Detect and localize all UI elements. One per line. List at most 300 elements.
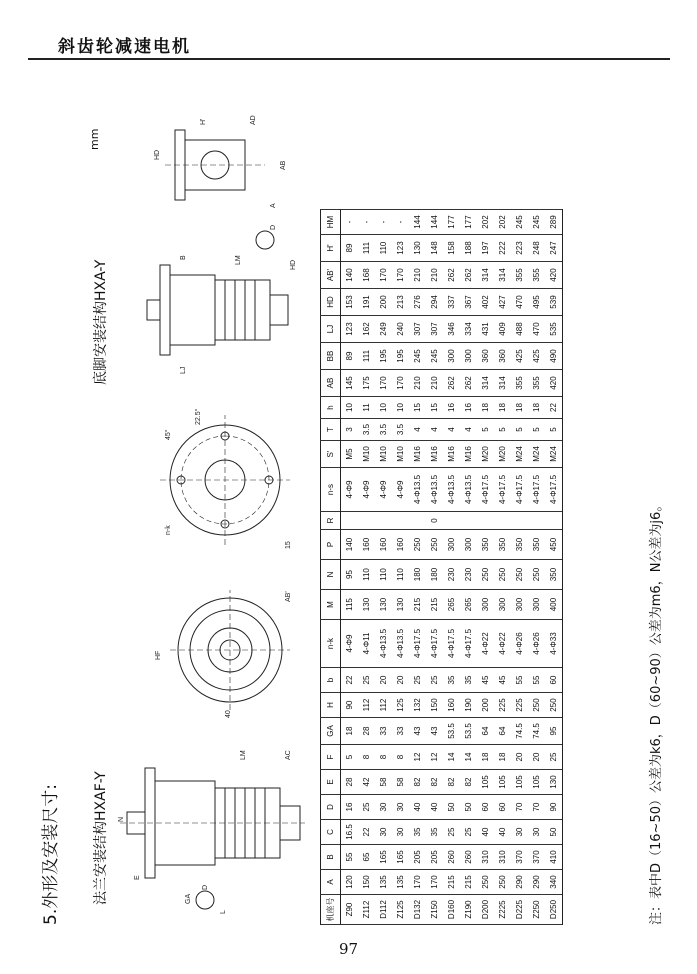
- table-cell: 35: [409, 820, 426, 845]
- table-cell: 16: [341, 795, 359, 820]
- table-cell: 230: [460, 560, 477, 590]
- table-cell: 355: [511, 262, 528, 289]
- table-cell: Z225: [494, 895, 511, 925]
- table-cell: 190: [460, 693, 477, 718]
- table-cell: 290: [511, 870, 528, 895]
- table-cell: 3.5: [375, 419, 392, 441]
- table-cell: [511, 512, 528, 530]
- table-cell: 360: [477, 343, 494, 370]
- table-cell: [358, 512, 375, 530]
- column-header: R: [321, 512, 341, 530]
- table-cell: 300: [460, 530, 477, 560]
- table-cell: 4: [426, 419, 443, 441]
- table-cell: 539: [545, 289, 563, 316]
- column-header: n-s: [321, 468, 341, 512]
- table-cell: 355: [511, 370, 528, 397]
- table-row: [494, 210, 511, 925]
- table-cell: 111: [358, 343, 375, 370]
- table-cell: 4-Φ17.5: [460, 620, 477, 668]
- foot-side-label: D: [270, 224, 277, 230]
- table-cell: 265: [443, 590, 460, 620]
- table-cell: 4-Φ17.5: [545, 468, 563, 512]
- table-cell: 350: [477, 530, 494, 560]
- table-cell: 5: [477, 419, 494, 441]
- table-cell: 110: [392, 560, 409, 590]
- table-row: [477, 210, 494, 925]
- table-cell: 170: [375, 262, 392, 289]
- table-cell: 82: [460, 770, 477, 795]
- foot-side-label: HD: [290, 259, 297, 270]
- table-cell: 4-Φ17.5: [409, 620, 426, 668]
- table-cell: 40: [409, 795, 426, 820]
- table-cell: 300: [511, 590, 528, 620]
- table-cell: 340: [545, 870, 563, 895]
- table-cell: 150: [426, 693, 443, 718]
- table-cell: M16: [426, 441, 443, 468]
- table-cell: M24: [545, 441, 563, 468]
- table-cell: 14: [443, 745, 460, 770]
- table-cell: 18: [477, 397, 494, 419]
- table-cell: 431: [477, 316, 494, 343]
- table-cell: 4-Φ17.5: [426, 620, 443, 668]
- table-cell: [443, 512, 460, 530]
- table-cell: 177: [460, 210, 477, 235]
- table-cell: 35: [426, 820, 443, 845]
- flange-mount-title: 法兰安装结构HXAF-Y: [93, 771, 109, 905]
- table-cell: 300: [477, 590, 494, 620]
- table-cell: M5: [341, 441, 359, 468]
- table-cell: 105: [528, 770, 545, 795]
- table-cell: 15: [409, 397, 426, 419]
- column-header: H: [321, 693, 341, 718]
- flange-front-label: 40: [225, 710, 232, 718]
- table-cell: 370: [528, 845, 545, 870]
- table-cell: 70: [528, 795, 545, 820]
- table-cell: 112: [375, 693, 392, 718]
- table-cell: 265: [460, 590, 477, 620]
- flange-holes-label: 15: [285, 541, 292, 549]
- table-cell: 132: [409, 693, 426, 718]
- table-cell: 250: [511, 560, 528, 590]
- table-cell: 90: [545, 795, 563, 820]
- table-cell: 249: [375, 316, 392, 343]
- table-cell: 410: [545, 845, 563, 870]
- table-cell: 4: [460, 419, 477, 441]
- table-cell: 8: [392, 745, 409, 770]
- flange-front-label: HF: [155, 650, 162, 660]
- table-cell: 25: [460, 820, 477, 845]
- table-cell: 300: [460, 343, 477, 370]
- table-cell: 5: [528, 419, 545, 441]
- table-cell: 4-Φ9: [375, 468, 392, 512]
- table-cell: 82: [443, 770, 460, 795]
- column-header: H': [321, 235, 341, 262]
- table-cell: 402: [477, 289, 494, 316]
- table-cell: 30: [392, 795, 409, 820]
- table-cell: 20: [375, 668, 392, 693]
- table-cell: 170: [409, 870, 426, 895]
- table-cell: 215: [409, 590, 426, 620]
- table-cell: 337: [443, 289, 460, 316]
- table-cell: 350: [528, 530, 545, 560]
- table-cell: 215: [460, 870, 477, 895]
- table-cell: 4-Φ11: [358, 620, 375, 668]
- column-header: n-k: [321, 620, 341, 668]
- table-cell: 165: [392, 845, 409, 870]
- table-cell: M10: [358, 441, 375, 468]
- table-cell: 145: [341, 370, 359, 397]
- table-cell: 427: [494, 289, 511, 316]
- table-cell: 250: [528, 693, 545, 718]
- table-cell: 4-Φ13.5: [426, 468, 443, 512]
- table-cell: 245: [426, 343, 443, 370]
- column-header: S': [321, 441, 341, 468]
- table-cell: 210: [409, 370, 426, 397]
- table-cell: 4-Φ33: [545, 620, 563, 668]
- foot-base: [160, 265, 170, 355]
- column-header: M: [321, 590, 341, 620]
- table-cell: -: [341, 210, 359, 235]
- table-cell: 160: [443, 693, 460, 718]
- table-cell: 180: [426, 560, 443, 590]
- table-cell: 307: [426, 316, 443, 343]
- flange-dim-label: LM: [240, 750, 247, 760]
- table-cell: 346: [443, 316, 460, 343]
- table-cell: 355: [528, 370, 545, 397]
- table-cell: 60: [494, 795, 511, 820]
- foot-motor-body: [215, 280, 270, 340]
- table-cell: 20: [528, 745, 545, 770]
- table-cell: 35: [460, 668, 477, 693]
- table-cell: D160: [443, 895, 460, 925]
- table-cell: 5: [341, 745, 359, 770]
- table-cell: 130: [545, 770, 563, 795]
- table-cell: 4-Φ17.5: [494, 468, 511, 512]
- column-header: D: [321, 795, 341, 820]
- table-cell: 18: [341, 718, 359, 745]
- table-cell: 16.5: [341, 820, 359, 845]
- column-header: b: [321, 668, 341, 693]
- table-cell: 250: [494, 560, 511, 590]
- table-cell: 289: [545, 210, 563, 235]
- foot-end-label: AD: [250, 115, 257, 125]
- table-cell: 300: [528, 590, 545, 620]
- table-cell: 10: [341, 397, 359, 419]
- table-cell: 4-Φ13.5: [392, 620, 409, 668]
- table-cell: 205: [426, 845, 443, 870]
- foot-gearbox-body: [170, 275, 215, 345]
- table-cell: 4-Φ9: [358, 468, 375, 512]
- table-cell: 144: [409, 210, 426, 235]
- table-row: [545, 210, 563, 925]
- table-cell: 33: [392, 718, 409, 745]
- column-header: C: [321, 820, 341, 845]
- table-cell: 300: [494, 590, 511, 620]
- table-cell: 55: [341, 845, 359, 870]
- table-cell: D112: [375, 895, 392, 925]
- table-cell: 205: [409, 845, 426, 870]
- table-cell: 260: [443, 845, 460, 870]
- table-cell: 245: [511, 210, 528, 235]
- table-cell: 5: [511, 419, 528, 441]
- table-cell: 12: [426, 745, 443, 770]
- table-cell: 112: [358, 693, 375, 718]
- table-cell: 202: [494, 210, 511, 235]
- table-cell: 4-Φ17.5: [528, 468, 545, 512]
- table-cell: 290: [528, 870, 545, 895]
- table-cell: 262: [443, 370, 460, 397]
- table-cell: 4-Φ17.5: [443, 620, 460, 668]
- table-cell: 25: [426, 668, 443, 693]
- table-cell: 262: [460, 262, 477, 289]
- header-rule: [28, 58, 670, 60]
- flange-mount-side-drawing: [115, 730, 315, 920]
- table-cell: 50: [460, 795, 477, 820]
- table-cell: M10: [375, 441, 392, 468]
- table-cell: 82: [409, 770, 426, 795]
- table-cell: 40: [494, 820, 511, 845]
- table-cell: 110: [375, 235, 392, 262]
- table-cell: 25: [545, 745, 563, 770]
- table-cell: 4-Φ17.5: [477, 468, 494, 512]
- table-cell: M16: [409, 441, 426, 468]
- table-cell: 43: [426, 718, 443, 745]
- unit-label: mm: [88, 128, 101, 150]
- table-row: [460, 210, 477, 925]
- table-cell: 33: [375, 718, 392, 745]
- flange-dim-label: AC: [285, 750, 292, 760]
- table-cell: [460, 512, 477, 530]
- table-cell: 215: [443, 870, 460, 895]
- table-cell: [494, 512, 511, 530]
- page-number: 97: [338, 940, 359, 958]
- table-cell: 18: [528, 397, 545, 419]
- table-cell: 3.5: [358, 419, 375, 441]
- flange-front-drawing: [140, 570, 300, 720]
- table-cell: 495: [528, 289, 545, 316]
- table-cell: 170: [375, 370, 392, 397]
- table-cell: 250: [528, 560, 545, 590]
- table-cell: 0: [426, 512, 443, 530]
- table-row: [443, 210, 460, 925]
- table-row: [426, 210, 443, 925]
- table-cell: 300: [443, 530, 460, 560]
- table-cell: 310: [494, 845, 511, 870]
- table-cell: [392, 512, 409, 530]
- table-cell: 213: [392, 289, 409, 316]
- section-title: 5.外形及安装尺寸:: [41, 784, 61, 925]
- table-cell: 40: [477, 820, 494, 845]
- table-cell: 15: [426, 397, 443, 419]
- foot-end-label: HD: [154, 149, 161, 160]
- table-cell: 16: [460, 397, 477, 419]
- table-cell: 60: [477, 795, 494, 820]
- table-cell: Z125: [392, 895, 409, 925]
- table-cell: 5: [545, 419, 563, 441]
- table-cell: [341, 512, 359, 530]
- foot-end-label: AB: [280, 160, 287, 170]
- table-cell: 74.5: [511, 718, 528, 745]
- table-cell: 4-Φ26: [528, 620, 545, 668]
- table-cell: 140: [341, 530, 359, 560]
- table-cell: 25: [409, 668, 426, 693]
- table-cell: M16: [443, 441, 460, 468]
- table-cell: 20: [511, 745, 528, 770]
- table-cell: 334: [460, 316, 477, 343]
- table-cell: 180: [409, 560, 426, 590]
- table-cell: 30: [528, 820, 545, 845]
- table-row: [375, 210, 392, 925]
- foot-end-label: A: [270, 203, 277, 208]
- table-cell: 40: [426, 795, 443, 820]
- column-header: 机座号: [321, 895, 341, 925]
- table-cell: 90: [341, 693, 359, 718]
- table-cell: Z112: [358, 895, 375, 925]
- table-cell: 420: [545, 370, 563, 397]
- table-cell: 262: [460, 370, 477, 397]
- column-header: T: [321, 419, 341, 441]
- foot-side-label: LM: [235, 255, 242, 265]
- table-cell: 18: [477, 745, 494, 770]
- table-cell: 130: [375, 590, 392, 620]
- table-cell: 42: [358, 770, 375, 795]
- table-cell: 170: [392, 262, 409, 289]
- column-header: E: [321, 770, 341, 795]
- table-cell: 350: [494, 530, 511, 560]
- table-header-row: [321, 210, 341, 925]
- table-cell: 10: [375, 397, 392, 419]
- table-cell: 18: [494, 745, 511, 770]
- table-cell: 4-Φ9: [392, 468, 409, 512]
- table-cell: 425: [528, 343, 545, 370]
- table-cell: 25: [358, 795, 375, 820]
- table-cell: 276: [409, 289, 426, 316]
- table-cell: 25: [358, 668, 375, 693]
- table-cell: 450: [545, 530, 563, 560]
- table-cell: 22: [341, 668, 359, 693]
- column-header: HM: [321, 210, 341, 235]
- table-cell: 200: [477, 693, 494, 718]
- table-cell: 409: [494, 316, 511, 343]
- table-cell: 314: [494, 370, 511, 397]
- flange-holes-label: 45°: [165, 429, 172, 440]
- column-header: AB: [321, 370, 341, 397]
- table-cell: 11: [358, 397, 375, 419]
- table-cell: 367: [460, 289, 477, 316]
- table-cell: 230: [443, 560, 460, 590]
- table-cell: M20: [494, 441, 511, 468]
- table-cell: Z190: [460, 895, 477, 925]
- table-cell: 4-Φ13.5: [460, 468, 477, 512]
- table-cell: M16: [460, 441, 477, 468]
- table-cell: [375, 512, 392, 530]
- table-cell: 130: [392, 590, 409, 620]
- table-cell: 55: [511, 668, 528, 693]
- table-cell: 188: [460, 235, 477, 262]
- column-header: HD: [321, 289, 341, 316]
- foot-mount-end-drawing: [145, 80, 315, 210]
- table-cell: 123: [392, 235, 409, 262]
- table-cell: 425: [511, 343, 528, 370]
- table-cell: 535: [545, 316, 563, 343]
- table-cell: 135: [375, 870, 392, 895]
- table-cell: 30: [375, 795, 392, 820]
- table-cell: 168: [358, 262, 375, 289]
- table-cell: 165: [375, 845, 392, 870]
- table-cell: 105: [511, 770, 528, 795]
- table-cell: 89: [341, 343, 359, 370]
- table-cell: 30: [511, 820, 528, 845]
- table-cell: 215: [426, 590, 443, 620]
- table-cell: 64: [494, 718, 511, 745]
- table-cell: 105: [494, 770, 511, 795]
- table-cell: D250: [545, 895, 563, 925]
- flange-holes-label: n-k: [165, 525, 172, 535]
- table-cell: 28: [358, 718, 375, 745]
- table-cell: [409, 512, 426, 530]
- table-cell: M20: [477, 441, 494, 468]
- table-cell: 470: [511, 289, 528, 316]
- table-cell: 130: [409, 235, 426, 262]
- table-cell: 248: [528, 235, 545, 262]
- table-cell: 50: [443, 795, 460, 820]
- column-header: GA: [321, 718, 341, 745]
- table-cell: 74.5: [528, 718, 545, 745]
- table-cell: Z250: [528, 895, 545, 925]
- table-cell: Z150: [426, 895, 443, 925]
- table-cell: 110: [358, 560, 375, 590]
- table-cell: 350: [511, 530, 528, 560]
- table-cell: 245: [528, 210, 545, 235]
- foot-side-label: LJ: [180, 366, 187, 374]
- column-header: N: [321, 560, 341, 590]
- table-cell: 22: [358, 820, 375, 845]
- table-cell: 8: [375, 745, 392, 770]
- table-cell: Z90: [341, 895, 359, 925]
- table-row: [392, 210, 409, 925]
- table-cell: 35: [443, 668, 460, 693]
- table-cell: 4-Φ9: [341, 620, 359, 668]
- table-cell: 370: [511, 845, 528, 870]
- table-cell: 250: [426, 530, 443, 560]
- table-cell: M24: [528, 441, 545, 468]
- column-header: AB': [321, 262, 341, 289]
- table-cell: 222: [494, 235, 511, 262]
- table-row: [358, 210, 375, 925]
- table-cell: 470: [528, 316, 545, 343]
- footnote: 注：表中D（16~50）公差为k6，D（60~90）公差为m6，N公差为j6。: [649, 498, 664, 925]
- table-cell: 488: [511, 316, 528, 343]
- table-cell: 314: [477, 370, 494, 397]
- table-cell: 195: [392, 343, 409, 370]
- table-cell: 210: [409, 262, 426, 289]
- table-cell: 4: [443, 419, 460, 441]
- flange-dim-label: N: [118, 816, 125, 822]
- foot-mount-side-drawing: [145, 210, 315, 380]
- table-cell: 4-Φ13.5: [409, 468, 426, 512]
- table-cell: 262: [443, 262, 460, 289]
- table-cell: 18: [511, 397, 528, 419]
- table-cell: 95: [545, 718, 563, 745]
- table-cell: 5: [494, 419, 511, 441]
- table-cell: -: [375, 210, 392, 235]
- table-cell: 18: [494, 397, 511, 419]
- table-cell: 158: [443, 235, 460, 262]
- table-cell: 148: [426, 235, 443, 262]
- table-cell: 12: [409, 745, 426, 770]
- table-cell: 247: [545, 235, 563, 262]
- table-cell: 125: [392, 693, 409, 718]
